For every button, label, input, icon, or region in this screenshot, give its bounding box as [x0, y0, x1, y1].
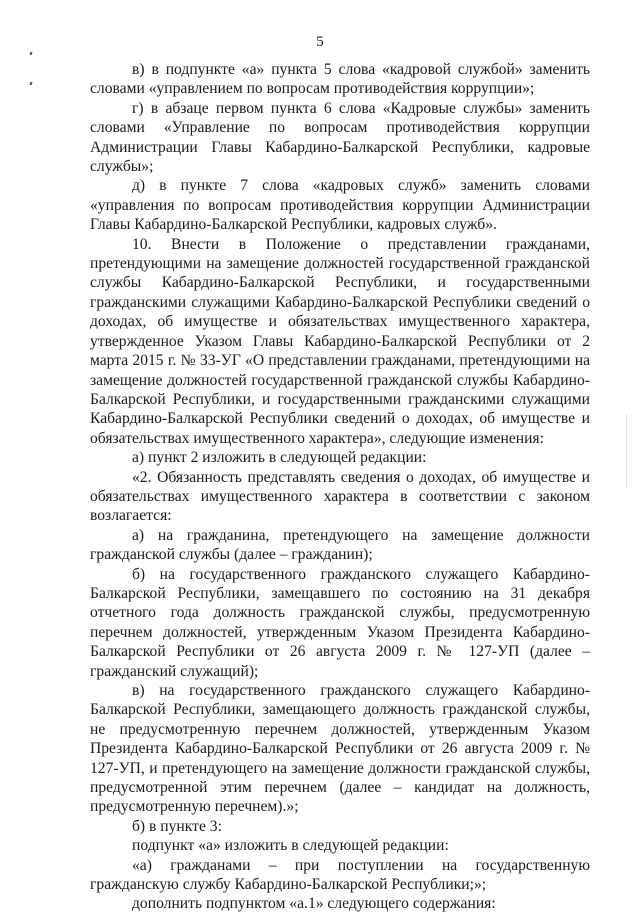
paragraph-sub-v: в) на государственного гражданского служащего Кабардино-Балкарской Республики, замещающего должность гражданской службы, не предусмотренную перечнем должностей, утвержденным Указом Президента Кабардино-Балкарской Республики от 26 августа 2009 г. № 127-УП, и претендующего на замещение должности гражданской службы, предусмотренной этим перечнем (далее – кандидат на должность, предусмотренную перечнем).»;: [90, 682, 590, 816]
paragraph-quote-a: «а) гражданами – при поступлении на государственную гражданскую службу Кабардино-Балкарской Республики;»;: [90, 856, 590, 894]
page-number: 5: [316, 34, 324, 50]
scan-mark: [29, 52, 32, 55]
paragraph-10: 10. Внести в Положение о представлении гражданами, претендующими на замещение должностей государственной гражданской службы Кабардино-Балкарской Республики, и государственными гражданскими служащими Кабардино-Балкарской Республики сведений о доходах, об имуществе и обязательствах имущественного характера, утвержденное Указом Главы Кабардино-Балкарской Республики от 2 марта 2015 г. № 33-УГ «О представлении гражданами, претендующими на замещение должностей государственной гражданской службы Кабардино-Балкарской Республики, и государственными гражданскими служащими Кабардино-Балкарской Республики сведений о доходах, об имуществе и обязательствах имущественного характера», следующие изменения:: [90, 235, 590, 447]
margin-stamp-mark: [626, 415, 633, 487]
paragraph-quote-2: «2. Обязанность представлять сведения о доходах, об имуществе и обязательствах имущественного характера в соответствии с законом возлагается:: [90, 468, 590, 525]
document-body: [90, 60, 590, 914]
paragraph-sub-a: а) на гражданина, претендующего на замещение должности гражданской службы (далее – гражданин);: [90, 526, 590, 564]
paragraph-g: г) в абзаце первом пункта 6 слова «Кадровые службы» заменить словами «Управление по вопросам противодействия коррупции Администрации Главы Кабардино-Балкарской Республики, кадровые службы»;: [90, 99, 590, 176]
paragraph-subpoint-a: подпункт «а» изложить в следующей редакции:: [132, 837, 449, 855]
paragraph-sub-b: б) на государственного гражданского служащего Кабардино-Балкарской Республики, замещавшего по состоянию на 31 декабря отчетного года должность гражданской службы, предусмотренную перечнем должностей, утвержденным Указом Президента Кабардино-Балкарской Республики от 26 августа 2009 г. № 127-УП (далее – гражданский служащий);: [90, 565, 590, 680]
paragraph-b-item: б) в пункте 3:: [132, 817, 222, 835]
scan-mark: [29, 82, 32, 85]
paragraph-add-a1: дополнить подпунктом «а.1» следующего содержания:: [132, 895, 496, 913]
paragraph-v: в) в подпункте «а» пункта 5 слова «кадровой службой» заменить словами «управлением по вопросам противодействия коррупции»;: [90, 61, 590, 98]
paragraph-a-item: а) пункт 2 изложить в следующей редакции:: [132, 449, 427, 467]
paragraph-d: д) в пункте 7 слова «кадровых служб» заменить словами «управления по вопросам противодействия коррупции Администрации Главы Кабардино-Балкарской Республики, кадровых служб».: [90, 177, 590, 234]
